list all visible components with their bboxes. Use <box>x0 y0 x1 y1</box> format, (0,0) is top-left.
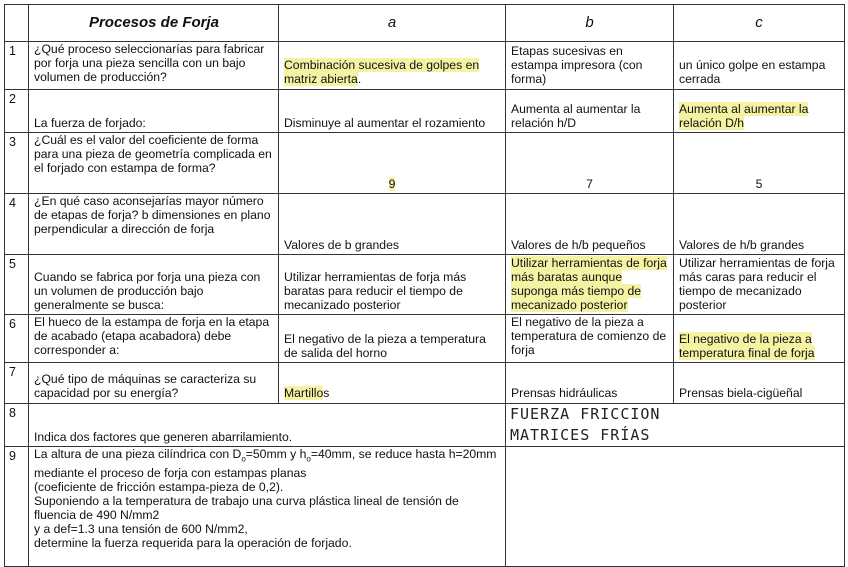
answer-a: Disminuye al aumentar el rozamiento <box>279 90 506 133</box>
column-header-b: b <box>506 5 674 42</box>
answer-a: Utilizar herramientas de forja más baratas para reducir el tiempo de mecanizado posterior <box>279 255 506 315</box>
table-row <box>5 404 845 447</box>
answer-a: Valores de b grandes <box>279 194 506 255</box>
answer-a: El negativo de la pieza a temperatura de salida del horno <box>279 315 506 363</box>
answer-c: Valores de h/b grandes <box>674 194 845 255</box>
question-line: (coeficiente de fricción estampa-pieza de 0,2). <box>34 480 284 495</box>
answer-text: n <box>472 58 480 72</box>
question-text: Cuando se fabrica por forja una pieza con un volumen de producción bajo generalmente se busca: <box>29 255 279 315</box>
row-number: 6 <box>5 315 29 363</box>
row-number: 4 <box>5 194 29 255</box>
subscript: o <box>306 454 311 464</box>
answer-empty <box>506 447 845 567</box>
text: La altura de una pieza cilíndrica con D <box>34 447 242 461</box>
answer-b: Prensas hidráulicas <box>506 363 674 404</box>
highlight: Martillo <box>284 386 324 400</box>
answer-text: . <box>357 72 362 86</box>
table-row <box>5 90 845 133</box>
question-text: ¿Qué tipo de máquinas se caracteriza su capacidad por su energía? <box>29 363 279 404</box>
text: =40mm, se reduce hasta h=20mm <box>310 447 497 461</box>
row-number: 1 <box>5 42 29 90</box>
header-row <box>5 5 845 42</box>
column-header-a: a <box>279 5 506 42</box>
table-row <box>5 133 845 194</box>
answer-b: Valores de h/b pequeños <box>506 194 674 255</box>
handwritten-answer <box>506 404 845 447</box>
answer-b: El negativo de la pieza a temperatura de comienzo de forja <box>506 315 674 363</box>
highlight: El negativo de la pieza a temperatura final de forja <box>679 332 815 360</box>
question-text: ¿Qué proceso seleccionarías para fabricar por forja una pieza sencilla con un bajo volumen de producción? <box>29 42 279 90</box>
answer-text: s <box>323 386 330 400</box>
subscript: o <box>241 454 246 464</box>
question-line: determine la fuerza requerida para la operación de forjado. <box>34 536 352 551</box>
row-number: 8 <box>5 404 29 447</box>
question-line <box>34 447 500 466</box>
answer-b: 7 <box>506 133 674 194</box>
answer-c: 5 <box>674 133 845 194</box>
highlight: Aumenta al aumentar la relación D/h <box>679 102 809 130</box>
table-row <box>5 447 845 567</box>
column-header-c: c <box>674 5 845 42</box>
handwritten-line: FUERZA FRICCION <box>510 405 661 423</box>
answer-c: un único golpe en estampa cerrada <box>674 42 845 90</box>
forging-quiz-table <box>4 4 845 567</box>
highlight: 9 <box>388 177 396 191</box>
question-text: El hueco de la estampa de forja en la etapa de acabado (etapa acabadora) debe corresponder a: <box>29 315 279 363</box>
answer-b: Etapas sucesivas en estampa impresora (con forma) <box>506 42 674 90</box>
question-text: ¿Cuál es el valor del coeficiente de forma para una pieza de geometría complicada en el forjado con estampa de forma? <box>29 133 279 194</box>
question-line: Suponiendo a la temperatura de trabajo una curva plástica lineal de tensión de fluencia de 490 N/mm2 <box>34 494 459 523</box>
table-row <box>5 255 845 315</box>
table-row <box>5 42 845 90</box>
question-line: mediante el proceso de forja con estampas planas <box>34 466 307 481</box>
row-number: 3 <box>5 133 29 194</box>
row-number: 2 <box>5 90 29 133</box>
header-num-cell <box>5 5 29 42</box>
answer-a <box>279 133 506 194</box>
answer-a <box>279 42 506 90</box>
highlight: matriz abierta <box>284 72 358 86</box>
question-line: y a def=1.3 una tensión de 600 N/mm2, <box>34 522 248 537</box>
row-number: 7 <box>5 363 29 404</box>
question-text: Indica dos factores que generen abarrilamiento. <box>29 404 506 447</box>
text: =50mm y h <box>245 447 307 461</box>
table-row <box>5 363 845 404</box>
answer-b: Aumenta al aumentar la relación h/D <box>506 90 674 133</box>
highlight: Utilizar herramientas de forja más baratas aunque suponga más tiempo de mecanizado posterior <box>511 256 667 312</box>
answer-c <box>674 90 845 133</box>
row-number: 5 <box>5 255 29 315</box>
table-row <box>5 194 845 255</box>
question-text: ¿En qué caso aconsejarías mayor número de etapas de forja? b dimensiones en plano perpendicular a dirección de forja <box>29 194 279 255</box>
answer-c <box>674 315 845 363</box>
handwritten-line: MATRICES FRÍAS <box>510 426 651 444</box>
answer-c: Utilizar herramientas de forja más caras para reducir el tiempo de mecanizado posterior <box>674 255 845 315</box>
answer-b <box>506 255 674 315</box>
highlight: Combinación sucesiva de golpes e <box>284 58 473 72</box>
question-text: La fuerza de forjado: <box>29 90 279 133</box>
table-row <box>5 315 845 363</box>
question-text <box>29 447 506 567</box>
row-number: 9 <box>5 447 29 567</box>
answer-a <box>279 363 506 404</box>
page-title: Procesos de Forja <box>29 5 279 42</box>
answer-c: Prensas biela-cigüeñal <box>674 363 845 404</box>
